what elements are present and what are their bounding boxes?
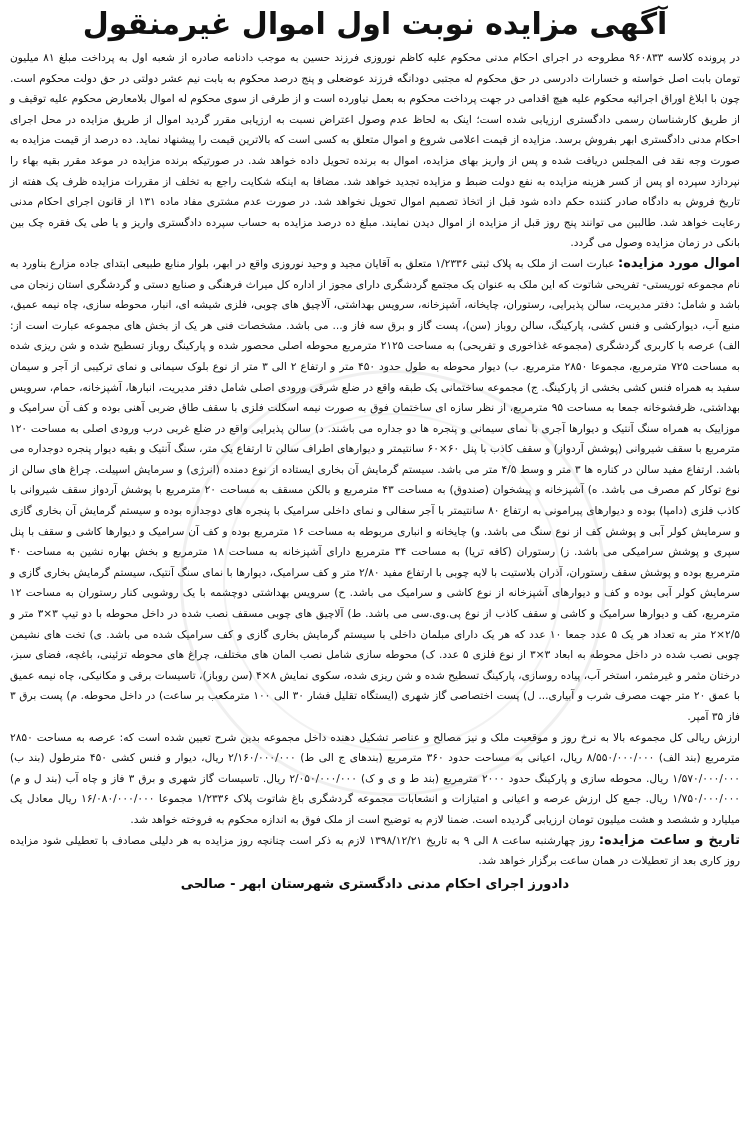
intro-paragraph: در پرونده کلاسه ۹۶۰۸۳۳ مطروحه در اجرای احکام مدنی محکوم علیه کاظم نوروزی فرزند حسین به موجب دادنامه صادره از شعبه اول به پرداخت مبلغ ۸۱ میلیون تومان بابت اصل خواسته و خسارات دادرسی در حق محکوم له مجتبی دودانگه فرزند عوضعلی و پنج درصد محکوم به بابت نیم عشر دولتی در حق دولت محکوم است. چون با ابلاغ اوراق اجرائیه محکوم علیه هیچ اقدامی در جهت پرداخت محکوم به بعمل نیاورده است و از طرفی از سوی محکوم له اموال بلامعارض محکوم علیه توقیف و از طریق کارشناسان رسمی دادگستری ارزیابی شده است؛ اینک به لحاظ عدم وصول اعتراض نسبت به ارزیابی مقرر گردید اموال از طریق مزایده در محل اجرای احکام مدنی دادگستری ابهر بفروش برسد. مزایده از قیمت اعلامی شروع و اموال متعلق به کسی است که بالاترین قیمت را پیشنهاد نماید. ده درصد از قیمت مزایده به صورت وجه نقد فی المجلس دریافت شده و پس از واریز بهای مزایده، اموال به برنده تحویل داده خواهد شد. در صورتیکه برنده مزایده در موعد مقرر بقیه بهاء را نپردازد سپرده او پس از کسر هزینه مزایده به نفع دولت ضبط و مزایده تجدید خواهد شد. مضافا به اینکه شکایت راجع به تخلف از مقررات مزایده ظرف یک هفته از تاریخ فروش به دادگاه صادر کننده حکم داده شود قبل از اتخاذ تصمیم اموال تحویل نخواهد شد. در صورت عدم مشتری مفاد ماده ۱۳۱ از قانون اجرای احکام مدنی رعایت خواهد شد. طالبین می توانند پنج روز قبل از مزایده از اموال دیدن نمایند. مبلغ ده درصد مزایده به حساب سپرده دادگستری واریز و یا طی یک فقره چک بین بانکی در زمان مزایده وصول می گردد.	[10, 52, 740, 250]
date-heading: تاریخ و ساعت مزایده:	[598, 832, 741, 848]
date-paragraph	[10, 831, 740, 872]
notice-body	[10, 48, 740, 872]
notice-title: آگهی مزایده نوبت اول اموال غیرمنقول	[82, 7, 668, 42]
valuation-paragraph: ارزش ریالی کل مجموعه بالا به نرخ روز و موقعیت ملک و نیز مصالح و عناصر تشکیل دهنده داخل مجموعه بدین شرح تعیین شده است که: عرصه به مساحت ۲۸۵۰ مترمربع (بند الف) ۸/۵۵۰/۰۰۰/۰۰۰ ریال، اعیانی به مساحت حدود ۳۶۰ مترمربع (بندهای ج الی ط) ۲/۱۶۰/۰۰۰/۰۰۰ ریال، دیوار و فنس کشی ۴۵۰ مترطول (بند ب) ۱/۵۷۰/۰۰۰/۰۰۰ ریال. محوطه سازی و پارکینگ حدود ۲۰۰۰ مترمربع (بند ط و ی و ک) ۲/۰۵۰/۰۰۰/۰۰۰ ریال. تاسیسات گاز شهری و برق ۳ فاز و چاه آب (بند ل و م) ۱/۷۵۰/۰۰۰/۰۰۰ ریال. جمع کل ارزش عرصه و اعیانی و امتیازات و انشعابات مجموعه گردشگری باغ شاتوت پلاک ۱/۲۳۳۶ مجموعا ۱۶/۰۸۰/۰۰۰/۰۰۰ ریال معادل یک میلیارد و ششصد و هشت میلیون تومان ارزیابی گردیده است. ضمنا لازم به توضیح است از ملک فوق به اندازه محکوم به فروخته خواهد شد.	[10, 731, 740, 826]
property-text: عبارت است از ملک به پلاک ثبتی ۱/۲۳۳۶ متعلق به آقایان مجید و وحید نوروزی واقع در ابهر، بلوار منابع طبیعی ابتدای جاده مزارع بناورد به نام مجموعه توریستی- تفریحی شاتوت که این ملک به عنوان یک مجتمع گردشگری دارای مجوز از اداره کل میراث فرهنگی و صنایع دستی و گردشگری استان زنجان می باشد و شامل: دفتر مدیریت، سالن پذیرایی، رستوران، چایخانه، آشپزخانه، سرویس بهداشتی، آلاچیق های چوبی، فلزی شیشه ای، انبار، محوطه سازی، چاه نیمه عمیق، منبع آب، دیوارکشی و فنس کشی، پارکینگ، سالن روباز (سن)، پست گاز و برق سه فاز و... می باشد. مشخصات فنی هر یک از بخش های مجموعه عبارت است از: الف) عرصه با کاربری گردشگری (مجموعه غذاخوری و تفریحی) به مساحت ۲۱۲۵ مترمربع محوطه اصلی محصور شده و پارکینگ روباز تسطیح شده و شن ریزی شده به مساحت ۷۲۵ مترمربع، مجموعا ۲۸۵۰ مترمربع. ب) دیوار محوطه به طول حدود ۴۵۰ متر و ارتفاع ۲ الی ۳ متر از نوع بلوک سیمانی و نمای ترکیبی از آجر و سیمان سفید به همراه فنس کشی بخشی از پارکینگ. ج) مجموعه ساختمانی یک طبقه واقع در ضلع شرقی ورودی اصلی شامل دفتر مدیریت، انبارها، آشپزخانه، حمام، سرویس بهداشتی، ظرفشوخانه جمعا به مساحت ۹۵ مترمربع، از نظر سازه ای ساختمان فوق به صورت نیمه اسکلت فلزی با سقف طاق ضربی آهنی بوده و کف آن سرامیک و موزاییک به همراه سنگ آنتیک و دیوارها آجری با نمای سیمانی و پنجره ها دو جداره می باشند. د) سالن پذیرایی واقع در ضلع غربی درب ورودی اصلی به مساحت ۱۲۰ مترمربع با سقف شیروانی (پوشش آردواز) و سقف کاذب با پنل ۶۰×۶۰ سانتیمتر و دیوارهای اطراف سالن تا ارتفاع یک متر، سنگ آنتیک و بقیه دیوار پنجره دوجداره می باشد. ارتفاع مفید سالن در کناره ها ۳ متر و وسط ۴/۵ متر می باشد. سیستم گرمایش آن بخاری ایستاده از نوع دمنده (انرژی) و سرمایش اسپیلت. چراغ های سالن از نوع توکار کم مصرف می باشد. ه) آشپزخانه و پیشخوان (صندوق) به مساحت ۴۳ مترمربع و بالکن مسقف به مساحت ۲۰ مترمربع با پوشش آردواز سقف شیروانی با کاذب فلزی (دامپا) بوده و دیوارهای پیرامونی به ارتفاع ۸۰ سانتیمتر با آجر سفالی و نمای داخلی سرامیک با پنجره های دوجداره بوده و سیستم گرمایش آن بخاری گازی و سرمایش کولر آبی و پوشش کف از نوع سنگ می باشد. و) چایخانه و انباری مربوطه به مساحت ۱۶ مترمربع بوده و کف آن سرامیک و دیوارها کاشی و سقف با پنل سپری و پوشش سرامیکی می باشد. ز) رستوران (کافه تریا) به مساحت ۳۴ مترمربع دارای آشپزخانه به مساحت ۱۸ مترمربع و بخش بهاره نشین به مساحت ۴۰ مترمربع بوده و پوشش سقف رستوران، آذران بلاستیت با لایه چوبی با ارتفاع مفید ۲/۸۰ متر و کف سرامیک، دیوارها با نمای سنگ آنتیک، سیستم گرمایش بخاری گازی و سرمایش کولر آبی بوده و کف و دیوارهای آشپزخانه از نوع کاشی و سرامیک می باشد. ح) سرویس بهداشتی دوچشمه با یک روشویی کنار رستوران به مساحت ۱۲ مترمربع، کف و دیوارها سرامیک و کاشی و سقف کاذب از نوع پی.وی.سی می باشد. ط) آلاچیق های چوبی مسقف نصب شده در داخل محوطه با دو تیپ ۳×۳ متر و ۲/۵×۲ متر به تعداد هر یک ۵ عدد جمعا ۱۰ عدد که هر یک دارای مبلمان داخلی با سیستم گرمایش بخاری گازی و کف سرامیک شده می باشد. ی) تخت های نشیمن چوبی نصب شده در داخل محوطه به ابعاد ۳×۳ از نوع فلزی ۵ عدد. ک) محوطه سازی شامل نصب المان های مختلف، چراغ های محوطه تزئینی، باغچه، فضای سبز، درختان مثمر و غیرمثمر، استخر آب، پیاده روسازی، پارکینگ تسطیح شده و شن ریزی شده، سکوی نمایش ۸×۴ (سن روباز)، تاسیسات برقی و مکانیکی، چاه نیمه عمیق با عمق ۲۰ متر جهت مصرف شرب و آبیاری... ل) پست اختصاصی گاز شهری (ایستگاه تقلیل فشار ۳۰ الی ۱۰۰ مترمکعب بر ساعت) در داخل محوطه. م) پست برق ۳ فاز ۳۵ آمپر.	[10, 257, 741, 723]
date-text: روز چهارشنبه ساعت ۸ الی ۹ به تاریخ ۱۳۹۸/۱۲/۲۱ لازم به ذکر است چنانچه روز مزایده به هر دلیلی مصادف با تعطیلی شود مزایده روز کاری بعد از تعطیلات در همان ساعت برگزار خواهد شد.	[10, 834, 740, 868]
property-paragraph	[10, 254, 740, 728]
signature: دادورز اجرای احکام مدنی دادگستری شهرستان ابهر - صالحی	[180, 876, 570, 892]
property-heading: اموال مورد مزایده:	[618, 255, 740, 271]
